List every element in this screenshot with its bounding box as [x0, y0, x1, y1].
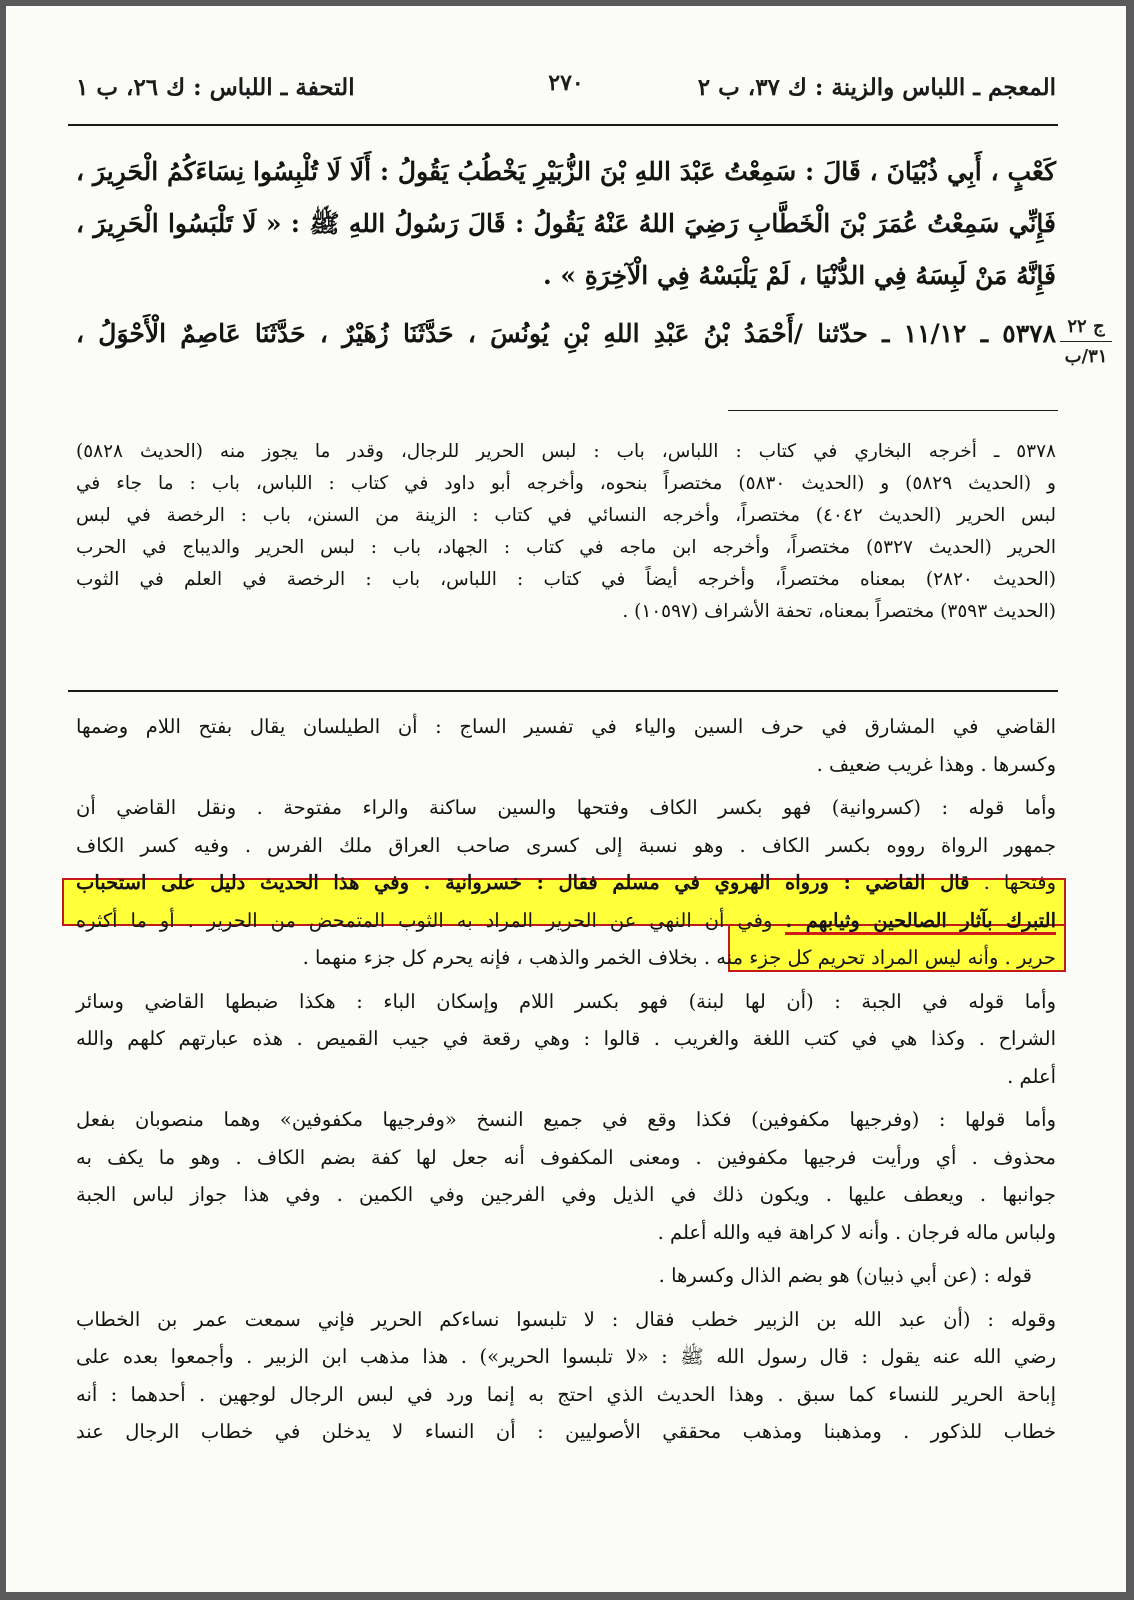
footnote-rule: [728, 410, 1058, 411]
commentary-line: وأما قوله : (كسروانية) فهو بكسر الكاف وفتحها والسين ساكنة والراء مفتوحة . ونقل القاضي أن: [76, 796, 1056, 819]
page-number: ٢٧٠: [548, 70, 584, 96]
commentary-line: أعلم .: [1007, 1064, 1056, 1088]
commentary-line: جمهور الرواة رووه بكسر الكاف . وهو نسبة إلى كسرى صاحب العراق ملك الفرس . وفيه كسر الكاف: [76, 833, 1056, 857]
takhrij-line: (الحديث ٣٥٩٣) مختصراً بمعناه، تحفة الأشراف (١٠٥٩٧) .: [622, 601, 1056, 622]
commentary-line: وكسرها . وهذا غريب ضعيف .: [816, 752, 1056, 776]
commentary-line: رضي الله عنه يقول : قال رسول الله ﷺ : «لا تلبسوا الحرير») . هذا مذهب ابن الزبير . وأجمعوا بعده على: [76, 1345, 1056, 1368]
highlighted-sentence: قال القاضي : ورواه الهروي في مسلم فقال : خسروانية . وفي هذا الحديث دليل على استحباب: [76, 871, 970, 894]
margin-note-volume: ج ٢٢: [1067, 316, 1105, 337]
hadith-line: ٥٣٧٨ ـ ١١/١٢ ـ حدّثنا /أَحْمَدُ بْنُ عَبْدِ اللهِ بْنِ يُونُسَ ، حَدَّثَنَا زُهَيْرٌ ، حَدَّثَنَا عَاصِمٌ الْأَحْوَلُ ،: [76, 319, 1056, 348]
commentary-line: [76, 902, 1056, 940]
scanned-page: [6, 6, 1126, 1592]
commentary-line: الشراح . وكذا هي في كتب اللغة والغريب . قالوا : وهي رقعة في جيب القميص . هذه عبارتهم كلهم والله: [76, 1027, 1056, 1050]
takhrij-line: (الحديث ٢٨٢٠) بمعناه مختصراً، وأخرجه أيضاً في كتاب : اللباس، باب : الرخصة في العلم في الثوب: [76, 569, 1057, 590]
commentary-line: حرير . وأنه ليس المراد تحريم كل جزء منه . بخلاف الخمر والذهب ، فإنه يحرم كل جزء منهما .: [302, 946, 1056, 969]
commentary-line: جوانبها . ويعطف عليها . ويكون ذلك في الذيل وفي الفرجين وفي الكمين . وفي هذا جواز لباس الجبة: [76, 1183, 1056, 1206]
takhrij-footnote: [76, 436, 1056, 628]
takhrij-line: الحرير (الحديث ٥٣٢٧) مختصراً، وأخرجه ابن ماجه في كتاب : الجهاد، باب : لبس الحرير والديباج في الحرب: [76, 537, 1056, 558]
margin-note: [1056, 316, 1116, 367]
takhrij-line: ٥٣٧٨ ـ أخرجه البخاري في كتاب : اللباس، باب : لبس الحرير للرجال، وقدر ما يجوز منه (الحديث ٥٨٢٨): [76, 441, 1056, 462]
commentary-text: [76, 708, 1056, 1451]
commentary-line: ولباس ماله فرجان . وأنه لا كراهة فيه والله أعلم .: [657, 1220, 1056, 1244]
commentary-line: القاضي في المشارق في حرف السين والياء في تفسير الساج : أن الطيلسان يقال بفتح اللام وضمها: [76, 715, 1056, 738]
commentary-rule: [68, 690, 1058, 692]
takhrij-line: و (الحديث ٥٨٢٩) و (الحديث ٥٨٣٠) مختصراً بنحوه، وأخرجه أبو داود في كتاب : اللباس، باب : ما جاء في: [76, 473, 1056, 494]
commentary-line: إباحة الحرير للنساء كما سبق . وهذا الحديث الذي احتج به إنما ورد في لبس الرجال لوجهين . أحدهما : أنه: [76, 1382, 1056, 1406]
commentary-line: محذوف . أي ورأيت فرجيها مكفوفين . ومعنى المكفوف أنه جعل لها كفة بضم الكاف . وهو ما يكف به: [76, 1145, 1056, 1169]
running-header: [76, 64, 1056, 104]
commentary-line: [76, 864, 1056, 902]
hadith-line: كَعْبٍ ، أَبِي ذُبْيَانَ ، قَالَ : سَمِعْتُ عَبْدَ اللهِ بْنَ الزُّبَيْرِ يَخْطُبُ يَقُولُ : أَلَا لَا تُلْبِسُوا نِسَاءَكُمُ الْحَرِيرَ ،: [76, 157, 1056, 186]
takhrij-line: لبس الحرير (الحديث ٤٠٤٢) مختصراً، وأخرجه النسائي في كتاب : الزينة من السنن، باب : الرخصة في لبس: [76, 505, 1056, 526]
commentary-fragment: وفتحها .: [983, 871, 1056, 894]
hadith-line: فَإِنَّهُ مَنْ لَبِسَهُ فِي الدُّنْيَا ، لَمْ يَلْبَسْهُ فِي الْآخِرَةِ » .: [542, 261, 1056, 290]
margin-note-divider: [1060, 341, 1112, 342]
commentary-fragment: وفي أن النهي عن الحرير المراد به الثوب المتمحض من الحرير . أو ما أكثره: [76, 908, 773, 932]
commentary-line: وأما قوله في الجبة : (أن لها لبنة) فهو بكسر اللام وإسكان الباء : هكذا ضبطها القاضي وسائر: [76, 989, 1056, 1013]
commentary-line: قوله : (عن أبي ذبيان) هو بضم الذال وكسرها .: [658, 1264, 1032, 1287]
highlighted-sentence-end: التبرك بآثار الصالحين وثيابهم .: [785, 909, 1056, 935]
commentary-line: وقوله : (أن عبد الله بن الزبير خطب فقال : لا تلبسوا نساءكم الحرير فإني سمعت عمر بن الخطاب: [76, 1307, 1056, 1331]
header-left: التحفة ـ اللباس : ك ٢٦، ب ١: [76, 74, 355, 101]
commentary-line: خطاب للذكور . ومذهبنا ومذهب محققي الأصوليين : أن النساء لا يدخلن في خطاب الرجال عند: [76, 1420, 1056, 1443]
header-right: المعجم ـ اللباس والزينة : ك ٣٧، ب ٢: [697, 74, 1056, 101]
header-rule: [68, 124, 1058, 126]
hadith-line: فَإِنِّي سَمِعْتُ عُمَرَ بْنَ الْخَطَّابِ رَضِيَ اللهُ عَنْهُ يَقُولُ : قَالَ رَسُولُ اللهِ ﷺ : « لَا تَلْبَسُوا الْحَرِيرَ ،: [76, 209, 1056, 238]
hadith-text: [76, 146, 1056, 360]
margin-note-folio: ٣١/ب: [1064, 346, 1108, 367]
commentary-line: وأما قولها : (وفرجيها مكفوفين) فكذا وقع في جميع النسخ «وفرجيها مكفوفين» وهما منصوبان بفعل: [76, 1108, 1056, 1131]
